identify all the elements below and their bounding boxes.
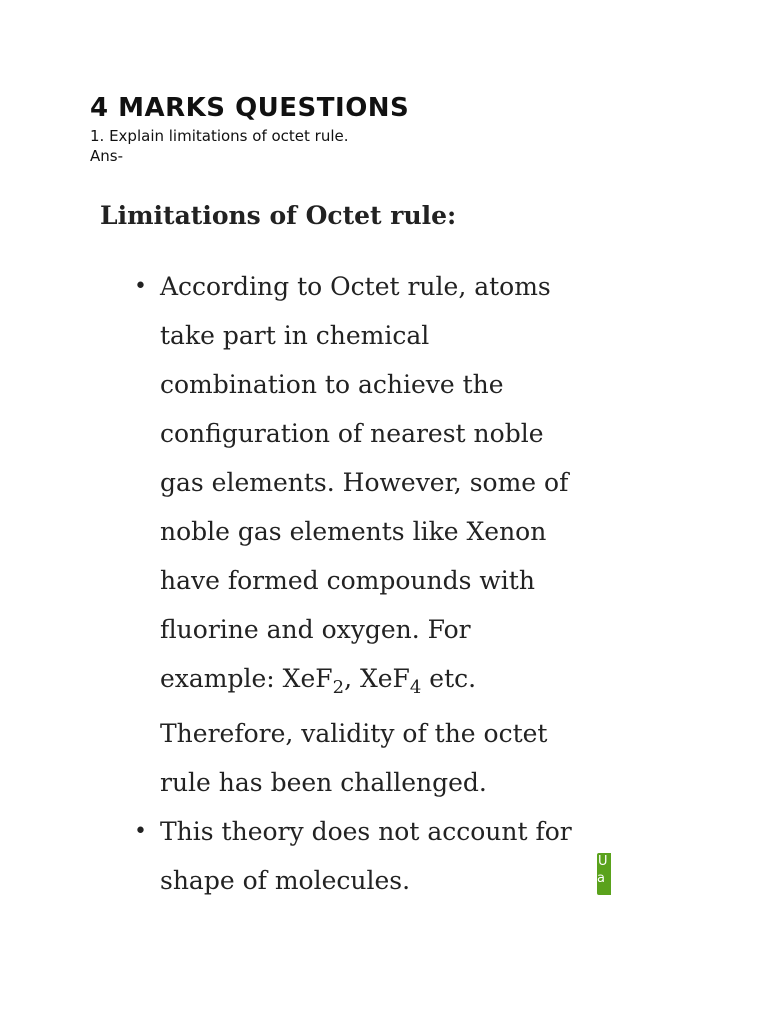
answer-label: Ans- [90, 147, 123, 165]
point-line: take part in chemical [160, 321, 430, 350]
point-line: • According to Octet rule, atoms [160, 272, 551, 301]
example-mid: , XeF [344, 664, 410, 693]
point-line: noble gas elements like Xenon [160, 517, 547, 546]
point-line: combination to achieve the [160, 370, 504, 399]
subscript-two: 2 [332, 677, 345, 698]
example-suffix: etc. [421, 664, 477, 693]
point-line: configuration of nearest noble [160, 419, 544, 448]
answer-heading: Limitations of Octet rule: [100, 201, 457, 230]
list-item [160, 262, 620, 807]
point-line: have formed compounds with [160, 566, 535, 595]
point-line: • This theory does not account for [160, 817, 572, 846]
point-line: shape of molecules. [160, 866, 411, 895]
point-line: gas elements. However, some of [160, 468, 569, 497]
section-title: 4 MARKS QUESTIONS [90, 93, 410, 123]
example-prefix: example: XeF [160, 664, 333, 693]
limitations-list [100, 262, 620, 905]
point-line: fluorine and oxygen. For [160, 615, 471, 644]
example-line [160, 654, 620, 703]
point-line: rule has been challenged. [160, 768, 487, 797]
list-item [160, 807, 620, 905]
answer-image-block [100, 196, 620, 905]
side-green-tab[interactable]: U a [597, 853, 611, 895]
question-text: 1. Explain limitations of octet rule. [90, 127, 349, 145]
point-line: Therefore, validity of the octet [160, 719, 548, 748]
subscript-four: 4 [409, 677, 422, 698]
